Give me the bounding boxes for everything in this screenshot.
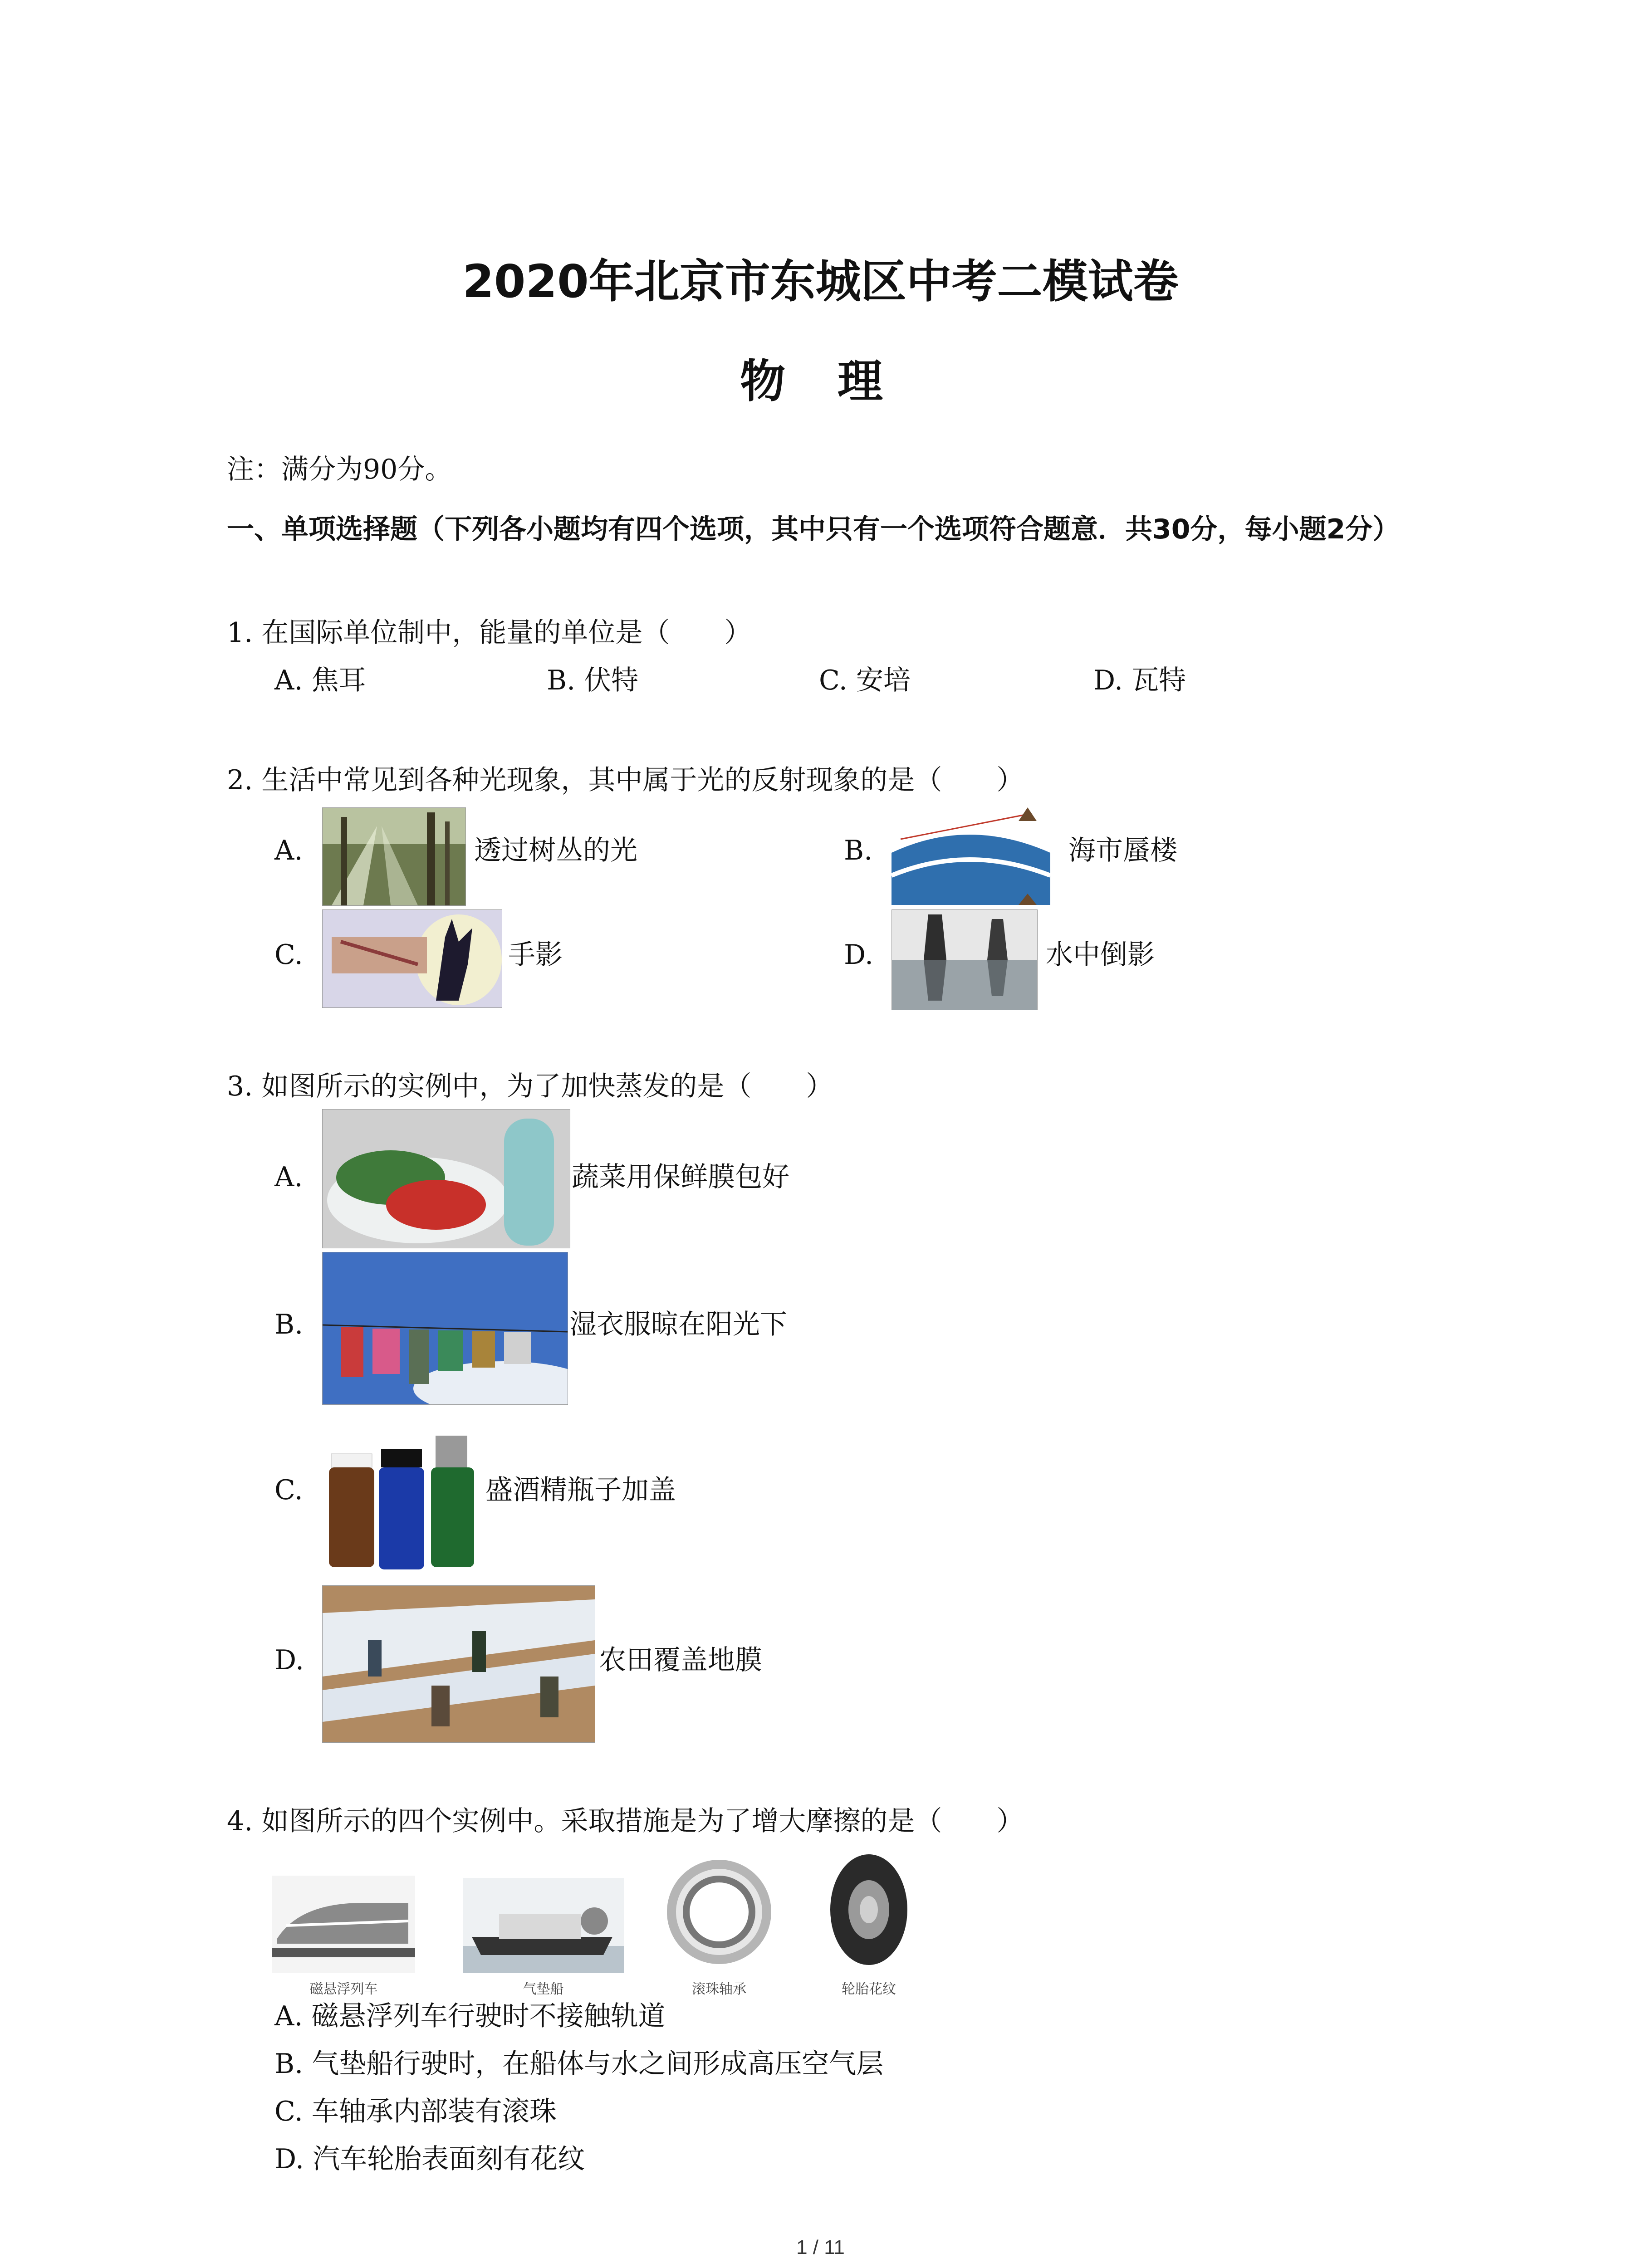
q4-option-b[interactable]: B. 气垫船行驶时，在船体与水之间形成高压空气层 (274, 2048, 884, 2080)
q1-option-b[interactable]: B. 伏特 (547, 665, 639, 696)
mirage-diagram (892, 807, 1050, 905)
q3-option-c-text: 盛酒精瓶子加盖 (485, 1474, 676, 1506)
q2-option-b-text: 海市蜃楼 (1068, 835, 1177, 866)
q3-option-d-letter[interactable]: D. (274, 1644, 304, 1676)
q2-option-b-letter[interactable]: B. (844, 835, 873, 866)
plastic-mulch-field-photo (322, 1585, 595, 1743)
q1-stem: 1. 在国际单位制中，能量的单位是（ ） (227, 617, 752, 649)
q4-option-c[interactable]: C. 车轴承内部装有滚珠 (274, 2096, 557, 2127)
capped-bottles-photo (322, 1408, 481, 1579)
q3-option-d-text: 农田覆盖地膜 (599, 1644, 762, 1676)
q3-option-a-text: 蔬菜用保鲜膜包好 (572, 1161, 789, 1193)
tire-tread-photo (826, 1851, 912, 1969)
q4-option-a[interactable]: A. 磁悬浮列车行驶时不接触轨道 (274, 2000, 666, 2032)
q3-option-b-text: 湿衣服晾在阳光下 (569, 1309, 787, 1340)
wrapped-vegetables-photo (322, 1109, 570, 1248)
forest-light-photo (322, 807, 466, 906)
q4-option-d[interactable]: D. 汽车轮胎表面刻有花纹 (274, 2143, 585, 2175)
score-note: 注：满分为90分。 (227, 454, 452, 485)
q3-option-b-letter[interactable]: B. (274, 1309, 304, 1340)
ball-bearing-photo (662, 1855, 776, 1969)
maglev-caption: 磁悬浮列车 (309, 1981, 378, 1997)
q1-option-a[interactable]: A. 焦耳 (274, 665, 366, 696)
q2-option-a-letter[interactable]: A. (274, 835, 303, 866)
q3-stem: 3. 如图所示的实例中，为了加快蒸发的是（ ） (227, 1070, 833, 1102)
q2-option-a-text: 透过树丛的光 (474, 835, 637, 866)
q1-option-d[interactable]: D. 瓦特 (1093, 665, 1186, 696)
bearing-caption: 滚珠轴承 (692, 1981, 746, 1997)
subject-title: 物 理 (740, 355, 901, 408)
q2-option-c-letter[interactable]: C. (274, 939, 303, 971)
q2-option-c-text: 手影 (508, 939, 563, 971)
section-heading: 一、单项选择题（下列各小题均有四个选项，其中只有一个选项符合题意．共30分，每小题2分） (227, 513, 1400, 545)
hovercraft-photo (463, 1878, 624, 1973)
q2-stem: 2. 生活中常见到各种光现象，其中属于光的反射现象的是（ ） (227, 764, 1024, 796)
page-number: 1 / 11 (796, 2236, 845, 2258)
q3-option-a-letter[interactable]: A. (274, 1161, 303, 1193)
maglev-train-photo (272, 1876, 415, 1973)
q3-option-c-letter[interactable]: C. (274, 1474, 303, 1506)
tire-caption: 轮胎花纹 (842, 1981, 896, 1997)
q1-option-c[interactable]: C. 安培 (819, 665, 911, 696)
hovercraft-caption: 气垫船 (523, 1981, 564, 1997)
clothesline-photo (322, 1252, 568, 1405)
q2-option-d-text: 水中倒影 (1046, 939, 1155, 971)
pagoda-reflection-photo (892, 909, 1038, 1010)
q2-option-d-letter[interactable]: D. (844, 939, 874, 971)
q4-stem: 4. 如图所示的四个实例中。采取措施是为了增大摩擦的是（ ） (227, 1805, 1024, 1837)
exam-title: 2020年北京市东城区中考二模试卷 (462, 255, 1179, 308)
hand-shadow-photo (322, 909, 502, 1008)
